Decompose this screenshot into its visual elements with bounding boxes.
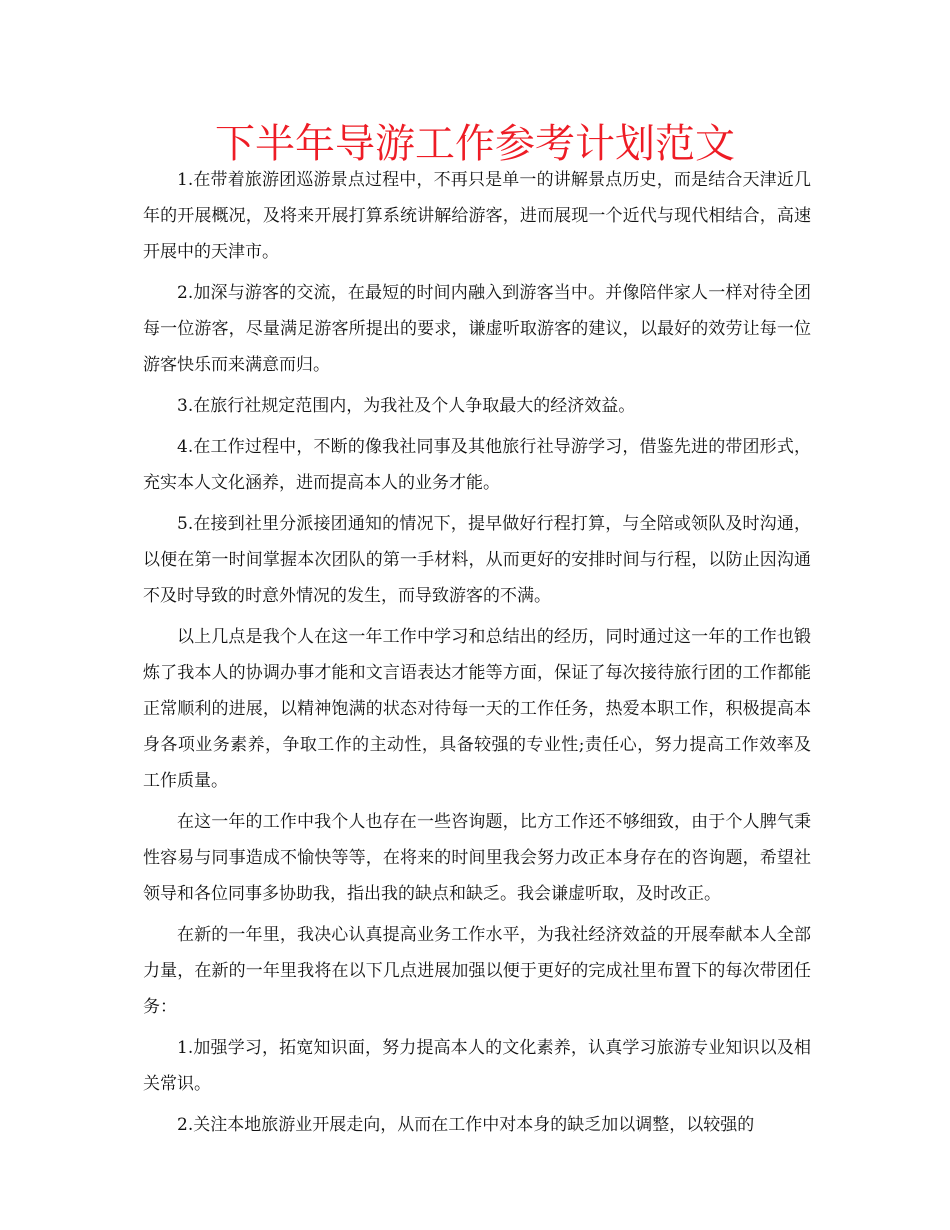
paragraph: 2.关注本地旅游业开展走向，从而在工作中对本身的缺乏加以调整，以较强的 [177,1115,755,1135]
document-title: 下半年导游工作参考计划范文 [215,121,735,167]
paragraph: 在新的一年里，我决心认真提高业务工作水平，为我社经济效益的开展奉献本人全部力量，在新的一年里我将在以下几点进展加强以便于更好的完成社里布置下的每次带团任务： [143,925,811,1017]
paragraph: 3.在旅行社规定范围内，为我社及个人争取最大的经济效益。 [177,396,636,416]
paragraph: 1.在带着旅游团巡游景点过程中，不再只是单一的讲解景点历史，而是结合天津近几年的开展概况，及将来开展打算系统讲解给游客，进而展现一个近代与现代相结合，高速开展中的天津市。 [143,170,811,262]
paragraph: 2.加深与游客的交流，在最短的时间内融入到游客当中。并像陪伴家人一样对待全团每一位游客，尽量满足游客所提出的要求，谦虚听取游客的建议，以最好的效劳让每一位游客快乐而来满意而归。 [143,283,811,375]
paragraph: 1.加强学习，拓宽知识面，努力提高本人的文化素养，认真学习旅游专业知识以及相关常识。 [143,1038,811,1094]
paragraph: 4.在工作过程中，不断的像我社同事及其他旅行社导游学习，借鉴先进的带团形式，充实本人文化涵养，进而提高本人的业务才能。 [143,437,811,493]
document-body [143,162,811,1148]
paragraph: 5.在接到社里分派接团通知的情况下，提早做好行程打算，与全陪或领队及时沟通，以便在第一时间掌握本次团队的第一手材料，从而更好的安排时间与行程，以防止因沟通不及时导致的时意外情况的发生，而导致游客的不满。 [143,514,811,606]
paragraph: 在这一年的工作中我个人也存在一些咨询题，比方工作还不够细致，由于个人脾气秉性容易与同事造成不愉快等等，在将来的时间里我会努力改正本身存在的咨询题，希望社领导和各位同事多协助我，指出我的缺点和缺乏。我会谦虚听取，及时改正。 [143,812,811,904]
paragraph: 以上几点是我个人在这一年工作中学习和总结出的经历，同时通过这一年的工作也锻炼了我本人的协调办事才能和文言语表达才能等方面，保证了每次接待旅行团的工作都能正常顺利的进展，以精神饱满的状态对待每一天的工作任务，热爱本职工作，积极提高本身各项业务素养，争取工作的主动性，具备较强的专业性;责任心，努力提高工作效率及工作质量。 [143,627,811,791]
